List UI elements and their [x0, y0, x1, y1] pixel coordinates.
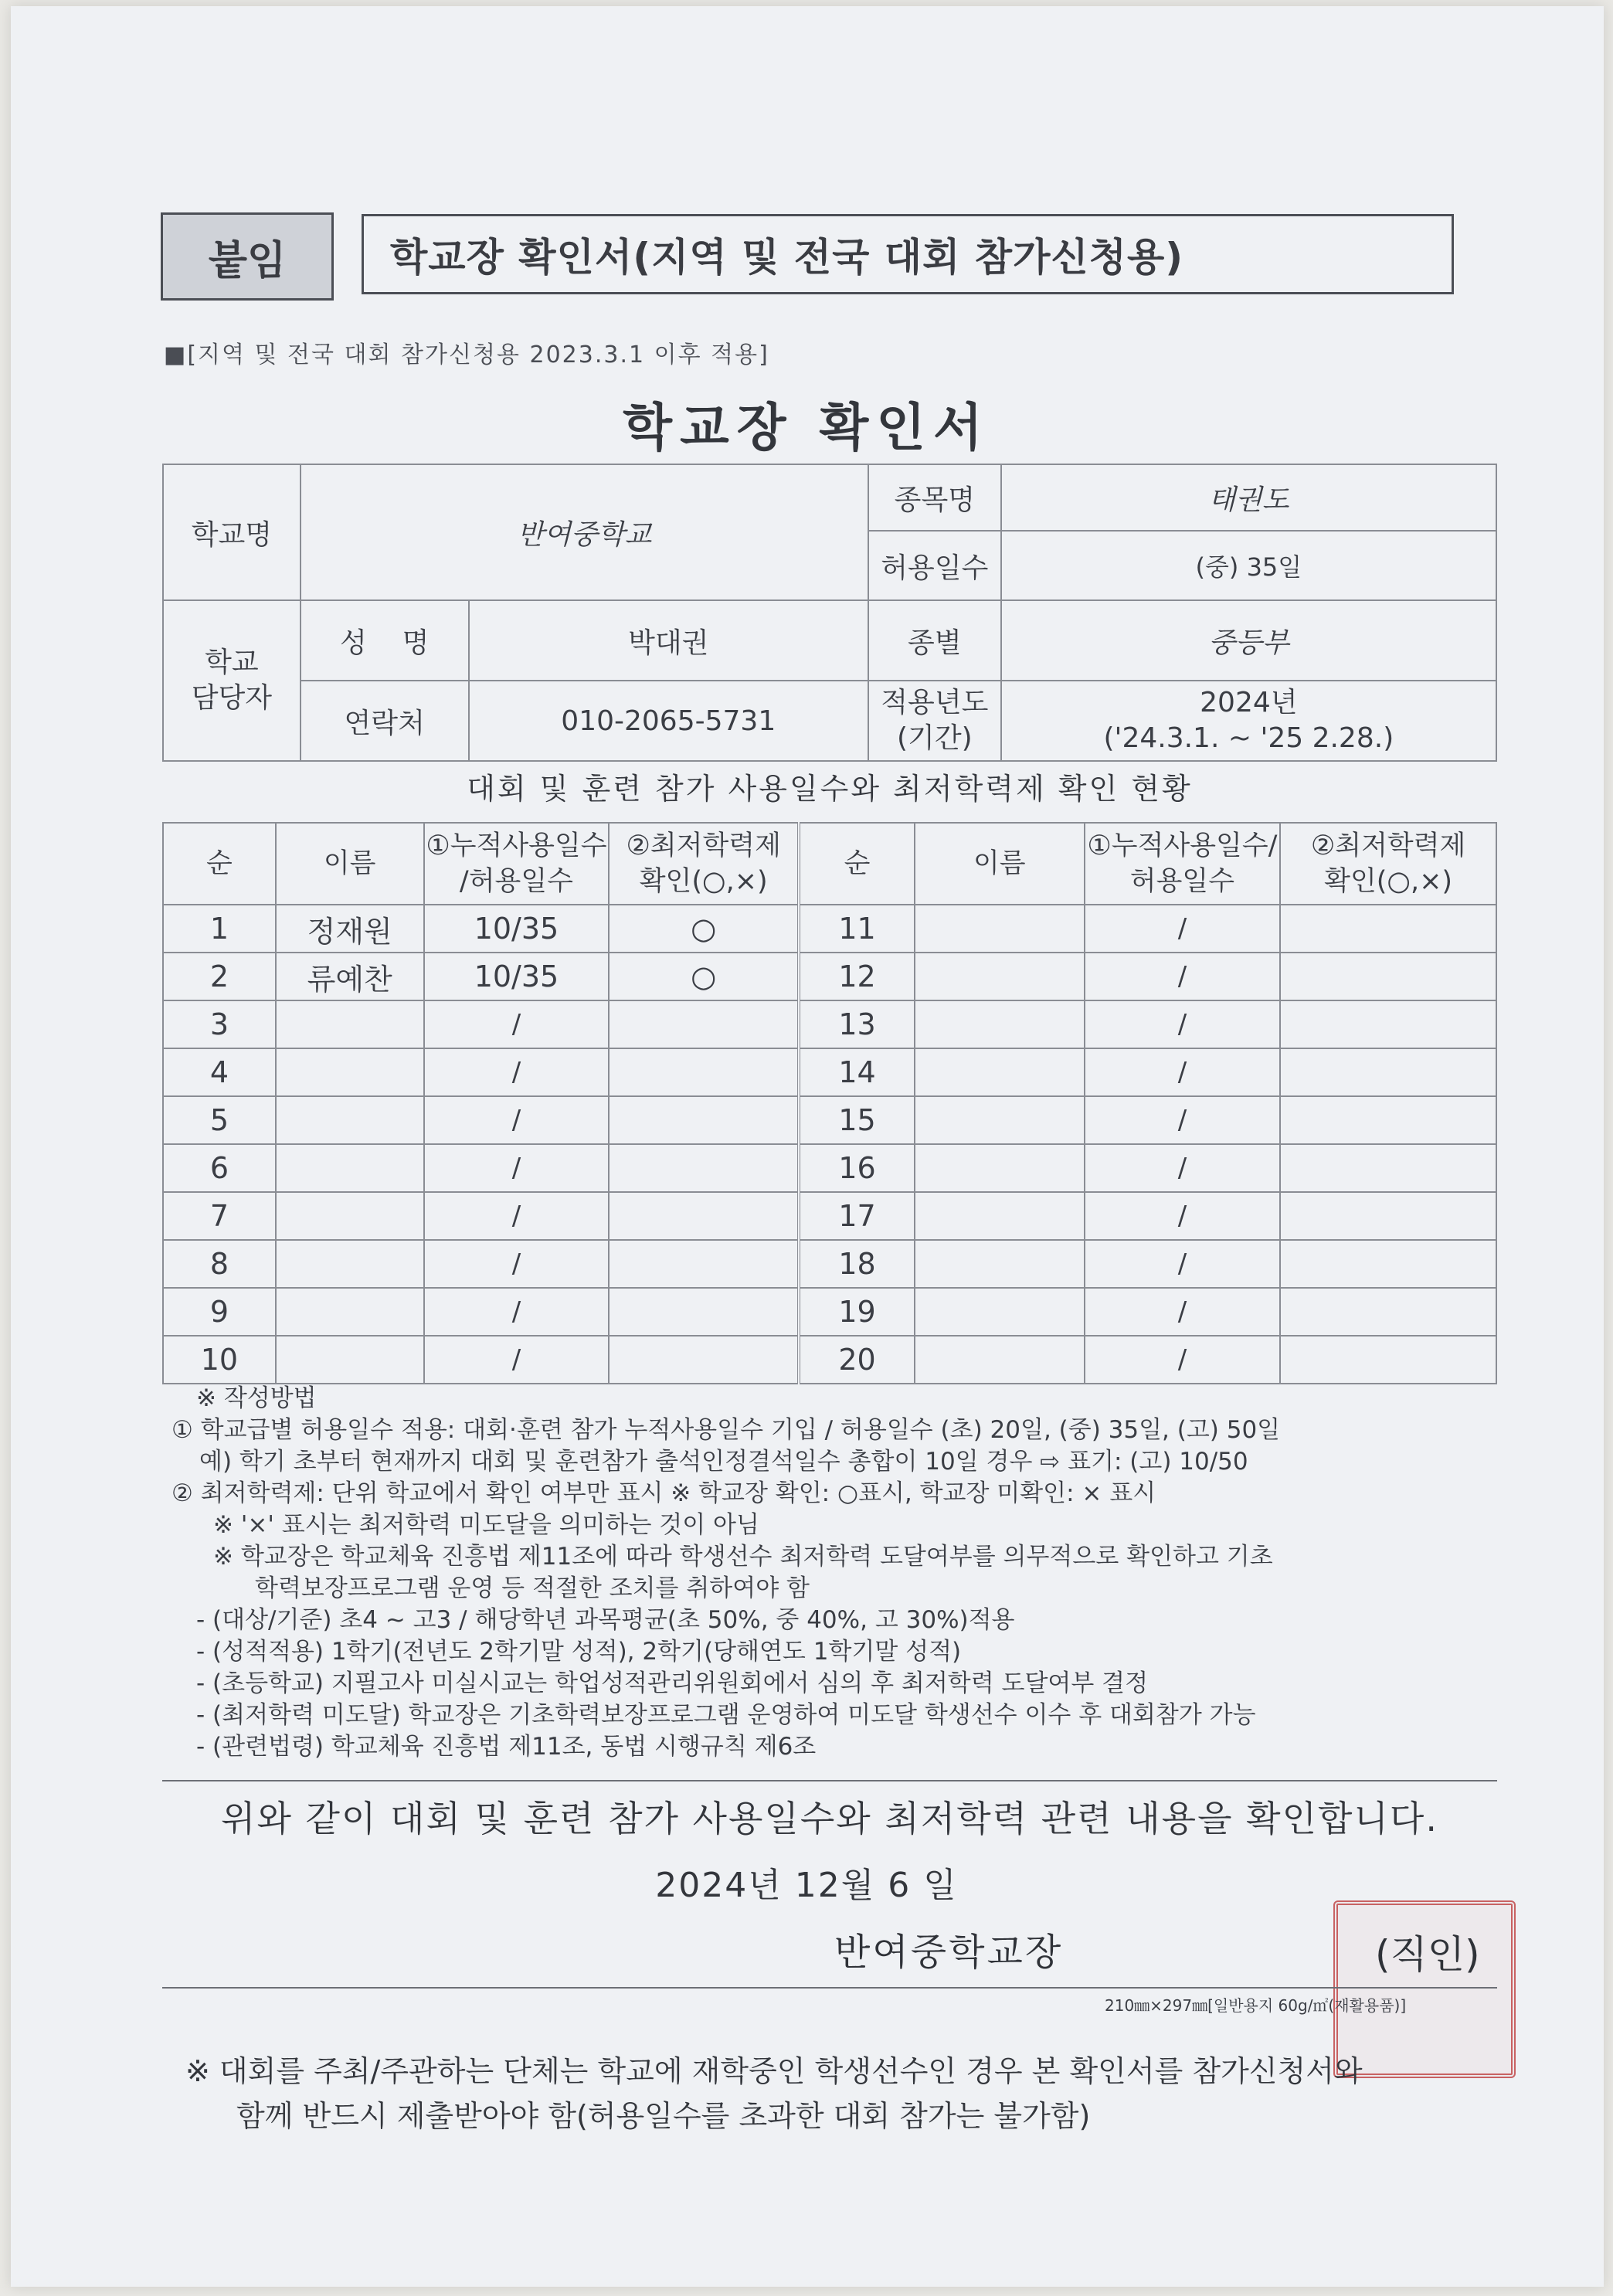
col-no-right: 순 [799, 823, 915, 905]
seal-placeholder: (직인) [1375, 1932, 1480, 1977]
row-no-right: 12 [799, 953, 915, 1000]
note-2-b1: ※ 학교장은 학교체육 진흥법 제11조에 따라 학생선수 최저학력 도달여부를 의무적으로 확인하고 기초 [213, 1543, 1273, 1571]
row-name-right [915, 1192, 1085, 1240]
row-check-right [1280, 1336, 1496, 1384]
school-info-table [162, 464, 1497, 762]
row-no-left: 1 [163, 905, 276, 953]
row-name-left [276, 1336, 424, 1384]
row-check-left [609, 1240, 799, 1288]
attachment-tag: 붙임 [161, 212, 334, 301]
row-no-right: 15 [799, 1096, 915, 1144]
row-days-right: / [1085, 1000, 1281, 1048]
row-no-right: 19 [799, 1288, 915, 1336]
table-row [163, 1192, 1496, 1240]
paper-spec: 210㎜×297㎜[일반용지 60g/㎡(재활용품)] [1105, 1996, 1407, 2015]
row-no-left: 8 [163, 1240, 276, 1288]
row-check-right [1280, 1048, 1496, 1096]
row-check-left [609, 1048, 799, 1096]
row-days-left: / [424, 1096, 610, 1144]
row-days-right: / [1085, 905, 1281, 953]
row-no-right: 11 [799, 905, 915, 953]
row-days-right: / [1085, 1288, 1281, 1336]
row-days-right: / [1085, 1144, 1281, 1192]
row-days-right: / [1085, 1240, 1281, 1288]
division-value: 중등부 [1001, 600, 1496, 681]
row-name-right [915, 1240, 1085, 1288]
row-name-left: 정재원 [276, 905, 424, 953]
row-check-left [609, 1000, 799, 1048]
row-days-left: / [424, 1288, 610, 1336]
name-label: 성 명 [301, 600, 469, 681]
row-days-left: / [424, 1048, 610, 1096]
row-name-left [276, 1240, 424, 1288]
row-name-left [276, 1192, 424, 1240]
row-name-right [915, 953, 1085, 1000]
school-label: 학교명 [163, 464, 301, 600]
row-check-right [1280, 1000, 1496, 1048]
row-name-right [915, 1000, 1085, 1048]
row-name-left [276, 1000, 424, 1048]
col-days-right: ①누적사용일수/ 허용일수 [1085, 823, 1281, 905]
row-days-right: / [1085, 1048, 1281, 1096]
row-days-left: / [424, 1144, 610, 1192]
row-name-left [276, 1144, 424, 1192]
name-value: 박대권 [469, 600, 868, 681]
confirmation-date: 2024년 12월 6 일 [655, 1866, 958, 1905]
row-check-left [609, 1288, 799, 1336]
table-row [163, 1144, 1496, 1192]
row-name-right [915, 1096, 1085, 1144]
table-row [163, 1336, 1496, 1384]
form-heading-box: 학교장 확인서(지역 및 전국 대회 참가신청용) [362, 214, 1454, 294]
table-row [163, 1288, 1496, 1336]
row-no-left: 2 [163, 953, 276, 1000]
table-row [163, 1096, 1496, 1144]
row-days-left: / [424, 1336, 610, 1384]
notes-title: ※ 작성방법 [196, 1384, 317, 1412]
row-no-left: 5 [163, 1096, 276, 1144]
row-no-left: 3 [163, 1000, 276, 1048]
row-days-left: 10/35 [424, 905, 610, 953]
year-label: 적용년도 (기간) [868, 681, 1001, 761]
row-days-right: / [1085, 1096, 1281, 1144]
divider-bottom [162, 1987, 1497, 1989]
row-check-right [1280, 1192, 1496, 1240]
row-no-left: 4 [163, 1048, 276, 1096]
row-no-left: 7 [163, 1192, 276, 1240]
row-name-right [915, 1048, 1085, 1096]
detail-4: - (최저학력 미도달) 학교장은 기초학력보장프로그램 운영하여 미도달 학생선수 이수 후 대회참가 가능 [196, 1701, 1256, 1729]
row-check-left [609, 1096, 799, 1144]
contact-value: 010-2065-5731 [469, 681, 868, 761]
note-1: ① 학교급별 허용일수 적용: 대회·훈련 참가 누적사용일수 기입 / 허용일수 (초) 20일, (중) 35일, (고) 50일 [171, 1416, 1281, 1444]
document-title: 학교장 확인서 [623, 398, 990, 457]
row-days-left: / [424, 1192, 610, 1240]
col-check-right: ②최저학력제 확인(○,×) [1280, 823, 1496, 905]
row-no-right: 16 [799, 1144, 915, 1192]
row-check-left [609, 1192, 799, 1240]
note-2-a: ※ '×' 표시는 최저학력 미도달을 의미하는 것이 아님 [213, 1511, 759, 1539]
table-row [163, 905, 1496, 953]
table-row [163, 1048, 1496, 1096]
row-no-right: 20 [799, 1336, 915, 1384]
detail-1: - (대상/기준) 초4 ~ 고3 / 해당학년 과목평균(초 50%, 중 40%, 고 30%)적용 [196, 1606, 1015, 1634]
row-name-right [915, 1336, 1085, 1384]
col-days-left: ①누적사용일수 /허용일수 [424, 823, 610, 905]
table-row [163, 953, 1496, 1000]
writing-instructions [171, 1383, 1508, 1763]
row-days-right: / [1085, 1336, 1281, 1384]
row-no-right: 13 [799, 1000, 915, 1048]
row-no-left: 9 [163, 1288, 276, 1336]
row-name-left [276, 1096, 424, 1144]
row-name-right [915, 1144, 1085, 1192]
school-value: 반여중학교 [301, 464, 868, 600]
row-check-right [1280, 1144, 1496, 1192]
status-title: 대회 및 훈련 참가 사용일수와 최저학력제 확인 현황 [467, 772, 1193, 806]
row-no-right: 18 [799, 1240, 915, 1288]
row-days-right: / [1085, 953, 1281, 1000]
row-days-right: / [1085, 1192, 1281, 1240]
row-check-right [1280, 953, 1496, 1000]
row-no-left: 6 [163, 1144, 276, 1192]
detail-5: - (관련법령) 학교체육 진흥법 제11조, 동법 시행규칙 제6조 [196, 1733, 817, 1761]
confirmation-statement: 위와 같이 대회 및 훈련 참가 사용일수와 최저학력 관련 내용을 확인합니다. [221, 1798, 1438, 1839]
row-check-right [1280, 1096, 1496, 1144]
note-2-b2: 학력보장프로그램 운영 등 적절한 조치를 취하여야 함 [255, 1574, 810, 1602]
detail-3: - (초등학교) 지필고사 미실시교는 학업성적관리위원회에서 심의 후 최저학력 도달여부 결정 [196, 1669, 1149, 1697]
col-name-right: 이름 [915, 823, 1085, 905]
footer-line-1: ※ 대회를 주최/주관하는 단체는 학교에 재학중인 학생선수인 경우 본 확인서를 참가신청서와 [185, 2054, 1363, 2088]
row-name-left [276, 1048, 424, 1096]
row-check-left: ○ [609, 953, 799, 1000]
col-name-left: 이름 [276, 823, 424, 905]
row-name-left [276, 1288, 424, 1336]
row-name-right [915, 1288, 1085, 1336]
table-row [163, 1000, 1496, 1048]
status-table [162, 822, 1497, 1384]
col-check-left: ②최저학력제 확인(○,×) [609, 823, 799, 905]
row-days-left: / [424, 1240, 610, 1288]
row-check-right [1280, 1240, 1496, 1288]
table-row [163, 1240, 1496, 1288]
row-check-right [1280, 1288, 1496, 1336]
applicability-note: ■[지역 및 전국 대회 참가신청용 2023.3.1 이후 적용] [164, 341, 769, 369]
row-no-right: 17 [799, 1192, 915, 1240]
row-name-left: 류예찬 [276, 953, 424, 1000]
year-value: 2024년 ('24.3.1. ~ '25 2.28.) [1001, 681, 1496, 761]
footer-note [185, 2049, 1363, 2138]
sport-label: 종목명 [868, 464, 1001, 531]
sport-value: 태권도 [1001, 464, 1496, 531]
divider-top [162, 1780, 1497, 1781]
row-days-left: / [424, 1000, 610, 1048]
row-check-left [609, 1336, 799, 1384]
detail-2: - (성적적용) 1학기(전년도 2학기말 성적), 2학기(당해연도 1학기말 성적) [196, 1638, 962, 1666]
col-no-left: 순 [163, 823, 276, 905]
row-check-right [1280, 905, 1496, 953]
note-2: ② 최저학력제: 단위 학교에서 확인 여부만 표시 ※ 학교장 확인: ○표시, 학교장 미확인: × 표시 [171, 1479, 1156, 1507]
manager-label: 학교 담당자 [163, 600, 301, 761]
note-1-example: 예) 학기 초부터 현재까지 대회 및 훈련참가 출석인정결석일수 총합이 10일 경우 ⇨ 표기: (고) 10/50 [199, 1448, 1248, 1476]
contact-label: 연락처 [301, 681, 469, 761]
allowed-days-value: (중) 35일 [1001, 531, 1496, 600]
row-no-right: 14 [799, 1048, 915, 1096]
row-days-left: 10/35 [424, 953, 610, 1000]
row-check-left [609, 1144, 799, 1192]
row-no-left: 10 [163, 1336, 276, 1384]
allowed-days-label: 허용일수 [868, 531, 1001, 600]
principal-name: 반여중학교장 [834, 1931, 1064, 1974]
row-name-right [915, 905, 1085, 953]
footer-line-2: 함께 반드시 제출받아야 함(허용일수를 초과한 대회 참가는 불가함) [236, 2099, 1091, 2133]
row-check-left: ○ [609, 905, 799, 953]
division-label: 종별 [868, 600, 1001, 681]
status-rows [163, 905, 1496, 1384]
